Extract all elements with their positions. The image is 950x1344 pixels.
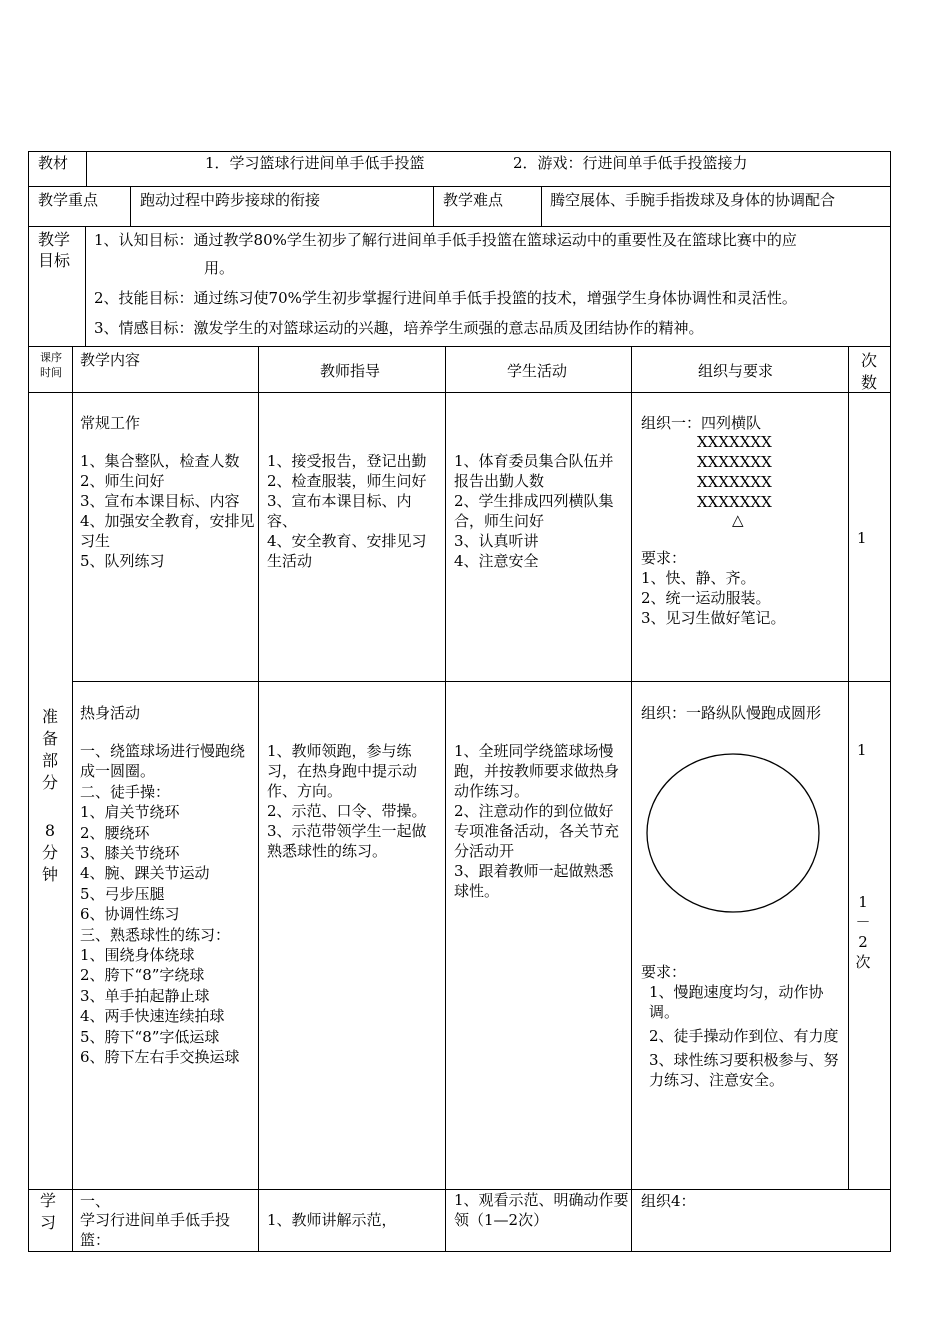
warmup-content-item: 二、徒手操： <box>80 782 171 801</box>
warmup-content-item: 2、胯下“8”字绕球 <box>80 966 205 985</box>
teacher-position-icon: △ <box>732 511 744 529</box>
learn-content-1: 一、 <box>80 1192 111 1210</box>
warmup-teacher-item: 3、示范带领学生一起做熟悉球性的练习。 <box>267 822 427 860</box>
warmup-content-item: 2、腰绕环 <box>80 823 150 842</box>
routine-req-title: 要求： <box>641 549 687 567</box>
warmup-content-item: 4、腕、踝关节运动 <box>80 864 210 883</box>
col-org: 组织与要求 <box>698 362 774 380</box>
goals-label: 教学目标 <box>38 230 71 270</box>
warmup-org-title: 组织：一路纵队慢跑成圆形 <box>641 704 822 722</box>
routine-student-item: 2、学生排成四列横队集合，师生问好 <box>454 492 614 530</box>
warmup-content-list <box>80 741 252 1068</box>
col-count: 次数 <box>860 351 877 392</box>
running-circle <box>647 754 819 912</box>
routine-content-item: 5、队列练习 <box>80 552 165 570</box>
warmup-req-item: 2、徒手操动作到位、有力度 <box>649 1027 839 1045</box>
difficulty-label: 教学难点 <box>443 191 504 209</box>
col-time-label: 时间 <box>40 366 62 379</box>
goal-cognitive: 1、认知目标：通过教学80%学生初步了解行进间单手低手投篮在篮球运动中的重要性及在篮球比赛中的应 <box>94 231 797 249</box>
routine-teacher-item: 1、接受报告，登记出勤 <box>267 452 427 470</box>
routine-content-item: 3、宣布本课目标、内容 <box>80 492 240 510</box>
focus-label: 教学重点 <box>38 191 99 209</box>
warmup-content-item: 3、膝关节绕环 <box>80 844 180 863</box>
col-order-label: 课序 <box>40 351 62 364</box>
warmup-content-item: 4、两手快速连续拍球 <box>80 1007 225 1026</box>
learn-org: 组织4： <box>641 1192 696 1210</box>
formation-row: XXXXXXX <box>697 493 772 511</box>
learn-student: 1、观看示范、明确动作要领（1—2次） <box>454 1191 629 1229</box>
formation-row: XXXXXXX <box>697 433 772 451</box>
routine-content-item: 4、加强安全教育，安排见习生 <box>80 512 255 550</box>
learn-content-2: 学习行进间单手低手投篮： <box>80 1211 231 1249</box>
learn-teacher: 1、教师讲解示范， <box>267 1211 397 1229</box>
warmup-content-item: 5、弓步压腿 <box>80 884 165 903</box>
routine-req-item: 2、统一运动服装。 <box>641 589 771 607</box>
warmup-content-item: 3、单手拍起静止球 <box>80 986 210 1005</box>
routine-teacher-item: 3、宣布本课目标、内容、 <box>267 492 412 530</box>
warmup-content-item: 6、协调性练习 <box>80 905 180 924</box>
routine-content-item: 1、集合整队，检查人数 <box>80 452 240 470</box>
routine-student-item: 1、体育委员集合队伍并报告出勤人数 <box>454 452 614 490</box>
col-student: 学生活动 <box>507 362 568 380</box>
col-teacher: 教师指导 <box>320 362 381 380</box>
textbook-item-1: 1．学习篮球行进间单手低手投篮 <box>205 154 425 172</box>
routine-req-list <box>641 568 786 628</box>
col-content: 教学内容 <box>80 351 141 369</box>
textbook-item-2: 2．游戏：行进间单手低手投篮接力 <box>513 154 748 172</box>
warmup-content-item: 1、围绕身体绕球 <box>80 946 195 965</box>
warmup-count-2: 1－2次 <box>855 893 871 971</box>
formation-row: XXXXXXX <box>697 473 772 491</box>
warmup-count-1: 1 <box>857 741 867 759</box>
routine-content-item: 2、师生问好 <box>80 472 165 490</box>
warmup-student-item: 1、全班同学绕篮球场慢跑，并按教师要求做热身动作练习。 <box>454 742 620 800</box>
routine-teacher-item: 4、安全教育、安排见习生活动 <box>267 532 427 570</box>
warmup-req-title: 要求： <box>641 963 687 981</box>
routine-formation <box>697 432 772 512</box>
routine-student-item: 4、注意安全 <box>454 552 539 570</box>
routine-teacher-list <box>267 451 441 571</box>
routine-student-list <box>454 451 628 571</box>
section-prep-duration: 8分钟 <box>41 821 58 884</box>
routine-req-item: 3、见习生做好笔记。 <box>641 609 786 627</box>
warmup-content-item: 三、熟悉球性的练习： <box>80 925 231 944</box>
warmup-content-item: 1、肩关节绕环 <box>80 803 180 822</box>
warmup-student-item: 3、跟着教师一起做熟悉球性。 <box>454 862 614 900</box>
routine-student-item: 3、认真听讲 <box>454 532 539 550</box>
routine-count: 1 <box>857 529 867 547</box>
warmup-teacher-item: 1、教师领跑，参与练习，在热身跑中提示动作、方向。 <box>267 742 418 800</box>
routine-content-list <box>80 451 255 571</box>
warmup-student-list <box>454 741 628 901</box>
goal-cognitive-cont: 用。 <box>204 259 235 277</box>
warmup-teacher-list <box>267 741 441 861</box>
running-circle-diagram <box>640 750 826 916</box>
routine-req-item: 1、快、静、齐。 <box>641 569 756 587</box>
warmup-content-item: 6、胯下左右手交换运球 <box>80 1048 240 1067</box>
routine-teacher-item: 2、检查服装，师生问好 <box>267 472 427 490</box>
warmup-req-list <box>649 982 843 1090</box>
section-learn-label: 学习 <box>39 1191 56 1232</box>
difficulty-value: 腾空展体、手腕手指拨球及身体的协调配合 <box>550 191 836 209</box>
routine-org-title: 组织一：四列横队 <box>641 414 762 432</box>
formation-row: XXXXXXX <box>697 453 772 471</box>
goal-affective: 3、情感目标：激发学生的对篮球运动的兴趣，培养学生顽强的意志品质及团结协作的精神。 <box>94 319 704 337</box>
routine-title: 常规工作 <box>80 414 141 432</box>
section-prep-label: 准备部分 <box>41 707 58 792</box>
warmup-student-item: 2、注意动作的到位做好专项准备活动，各关节充分活动开 <box>454 802 620 860</box>
focus-value: 跑动过程中跨步接球的衔接 <box>140 191 321 209</box>
warmup-content-item: 5、胯下“8”字低运球 <box>80 1027 220 1046</box>
warmup-title: 热身活动 <box>80 704 141 722</box>
warmup-teacher-item: 2、示范、口令、带操。 <box>267 802 427 820</box>
textbook-label: 教材 <box>38 154 69 172</box>
warmup-req-item: 3、球性练习要积极参与、努力练习、注意安全。 <box>649 1051 839 1089</box>
warmup-content-item: 一、绕篮球场进行慢跑绕成一圆圈。 <box>80 742 246 781</box>
warmup-req-item: 1、慢跑速度均匀，动作协调。 <box>649 983 824 1021</box>
goal-skill: 2、技能目标：通过练习使70%学生初步掌握行进间单手低手投篮的技术，增强学生身体协调性和灵活性。 <box>94 289 797 307</box>
